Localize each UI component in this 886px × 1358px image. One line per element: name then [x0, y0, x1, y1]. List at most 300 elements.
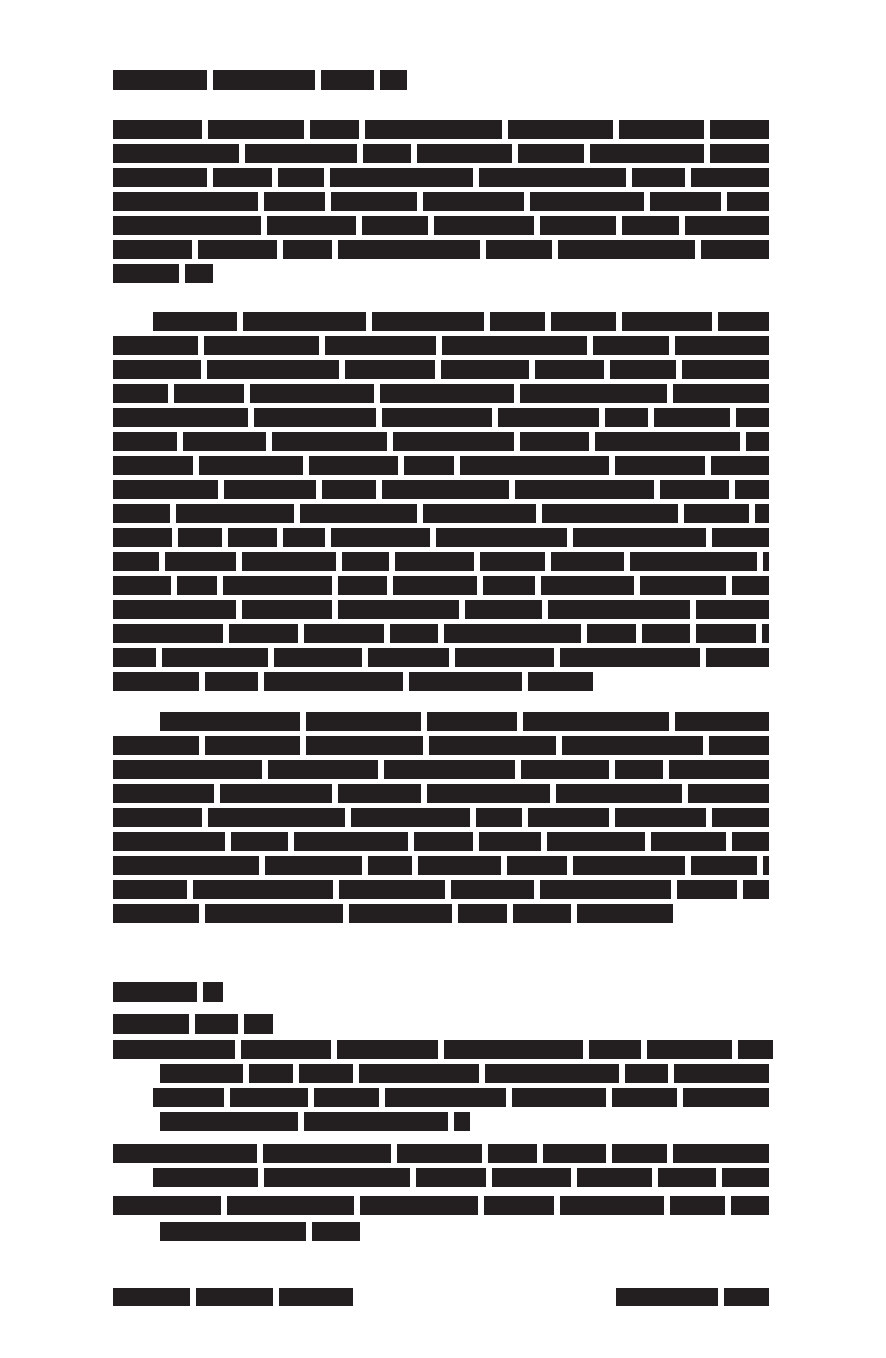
- obscured-word: [712, 528, 768, 547]
- obscured-word: [312, 1222, 360, 1241]
- obscured-word: [660, 480, 729, 499]
- obscured-word: [113, 384, 168, 403]
- obscured-word: [113, 120, 202, 139]
- obscured-word: [528, 808, 609, 827]
- obscured-word: [385, 1088, 506, 1107]
- obscured-word: [691, 168, 769, 187]
- obscured-word: [736, 408, 769, 427]
- obscured-word: [768, 312, 769, 331]
- obscured-word: [479, 832, 541, 851]
- obscured-word: [488, 1144, 537, 1163]
- obscured-word: [153, 1088, 224, 1107]
- obscured-word: [562, 736, 703, 755]
- obscured-word: [223, 576, 332, 595]
- obscured-word: [418, 856, 501, 875]
- obscured-word: [429, 736, 556, 755]
- footer-left: [113, 1288, 353, 1307]
- obscured-word: [589, 1040, 641, 1059]
- obscured-word: [113, 1288, 190, 1306]
- obscured-word: [272, 432, 387, 451]
- paragraph-2-line-4: [113, 384, 769, 403]
- obscured-word: [551, 552, 624, 571]
- obscured-word: [417, 144, 512, 163]
- obscured-word: [427, 712, 517, 731]
- obscured-word: [113, 408, 248, 427]
- obscured-word: [113, 808, 202, 827]
- obscured-word: [762, 624, 769, 643]
- obscured-word: [162, 648, 268, 667]
- obscured-word: [763, 552, 769, 571]
- paragraph-3-line-1: [160, 712, 769, 731]
- obscured-word: [300, 504, 417, 523]
- obscured-word: [458, 904, 507, 923]
- paragraph-1-line-6: [113, 240, 769, 259]
- obscured-word: [767, 144, 769, 163]
- obscured-word: [541, 576, 634, 595]
- obscured-word: [454, 1112, 470, 1131]
- obscured-word: [283, 528, 325, 547]
- obscured-word: [732, 576, 769, 595]
- obscured-word: [204, 336, 319, 355]
- obscured-word: [640, 576, 726, 595]
- obscured-word: [207, 360, 339, 379]
- paragraph-3-line-9: [113, 904, 673, 923]
- obscured-word: [508, 120, 613, 139]
- obscured-word: [718, 312, 768, 331]
- obscured-word: [213, 168, 272, 187]
- obscured-word: [331, 528, 430, 547]
- obscured-word: [696, 624, 756, 643]
- paragraph-3-line-2: [113, 736, 769, 755]
- obscured-word: [337, 1040, 438, 1059]
- paragraph-3-line-7: [113, 856, 769, 875]
- obscured-word: [696, 600, 769, 619]
- obscured-word: [372, 312, 484, 331]
- obscured-word: [455, 648, 554, 667]
- obscured-word: [193, 880, 333, 899]
- obscured-word: [199, 456, 303, 475]
- obscured-word: [669, 760, 769, 779]
- paragraph-1-line-1: [113, 120, 769, 139]
- obscured-word: [113, 360, 201, 379]
- paragraph-3-line-5: [113, 808, 769, 827]
- obscured-word: [304, 624, 384, 643]
- obscured-word: [490, 312, 545, 331]
- paragraph-2-line-5: [113, 408, 769, 427]
- obscured-word: [363, 144, 411, 163]
- obscured-word: [521, 760, 609, 779]
- paragraph-2-line-12: [113, 576, 769, 595]
- paragraph-2-line-10: [113, 528, 769, 547]
- obscured-word: [573, 528, 706, 547]
- obscured-word: [244, 1014, 273, 1034]
- obscured-word: [675, 712, 769, 731]
- obscured-word: [229, 624, 298, 643]
- obscured-word: [160, 1064, 243, 1083]
- paragraph-2-line-7: [113, 456, 769, 475]
- obscured-word: [397, 1144, 482, 1163]
- paragraph-1-line-5: [113, 216, 769, 235]
- obscured-word: [113, 624, 223, 643]
- obscured-word: [254, 408, 376, 427]
- obscured-word: [113, 192, 258, 211]
- obscured-word: [274, 648, 362, 667]
- paragraph-2-line-1: [153, 312, 769, 331]
- references-heading: [113, 982, 223, 1001]
- paragraph-2-line-15: [113, 648, 769, 667]
- obscured-word: [113, 504, 170, 523]
- obscured-word: [195, 1014, 238, 1034]
- obscured-word: [220, 784, 332, 803]
- obscured-word: [351, 808, 470, 827]
- paragraph-1-line-2: [113, 144, 769, 163]
- obscured-word: [650, 192, 721, 211]
- obscured-word: [674, 1064, 769, 1083]
- obscured-word: [153, 1168, 258, 1187]
- obscured-word: [675, 336, 763, 355]
- obscured-word: [651, 832, 726, 851]
- obscured-word: [710, 144, 767, 163]
- obscured-word: [338, 240, 480, 259]
- obscured-word: [160, 1112, 298, 1131]
- obscured-word: [113, 144, 239, 163]
- obscured-word: [512, 1088, 606, 1107]
- obscured-word: [722, 1168, 769, 1187]
- obscured-word: [423, 192, 524, 211]
- obscured-word: [530, 192, 644, 211]
- obscured-word: [325, 336, 436, 355]
- obscured-word: [701, 240, 769, 259]
- obscured-word: [382, 480, 509, 499]
- obscured-word: [380, 70, 407, 90]
- obscured-word: [395, 552, 474, 571]
- obscured-word: [548, 600, 690, 619]
- obscured-word: [632, 168, 685, 187]
- obscured-word: [113, 784, 214, 803]
- paragraph-2-line-6: [113, 432, 769, 451]
- obscured-word: [338, 600, 459, 619]
- obscured-word: [390, 624, 438, 643]
- obscured-word: [185, 264, 213, 283]
- obscured-word: [727, 192, 769, 211]
- obscured-word: [208, 120, 304, 139]
- obscured-word: [763, 856, 769, 875]
- obscured-word: [535, 360, 604, 379]
- obscured-word: [113, 648, 156, 667]
- obscured-word: [577, 904, 670, 923]
- obscured-word: [743, 880, 769, 899]
- obscured-word: [230, 1088, 308, 1107]
- obscured-word: [480, 552, 545, 571]
- obscured-word: [113, 832, 225, 851]
- obscured-word: [113, 904, 199, 923]
- obscured-word: [208, 808, 345, 827]
- obscured-word: [306, 712, 421, 731]
- obscured-word: [465, 600, 542, 619]
- obscured-word: [113, 552, 159, 571]
- obscured-word: [278, 168, 324, 187]
- obscured-word: [359, 1064, 479, 1083]
- obscured-word: [113, 736, 199, 755]
- obscured-word: [677, 880, 737, 899]
- obscured-word: [670, 1196, 725, 1215]
- obscured-word: [551, 312, 616, 331]
- obscured-word: [543, 1144, 606, 1163]
- obscured-word: [279, 1288, 353, 1306]
- obscured-word: [322, 480, 376, 499]
- obscured-word: [268, 760, 378, 779]
- obscured-word: [113, 528, 172, 547]
- obscured-word: [113, 760, 262, 779]
- obscured-word: [414, 832, 473, 851]
- obscured-word: [231, 832, 288, 851]
- obscured-word: [264, 1168, 410, 1187]
- obscured-word: [520, 384, 667, 403]
- obscured-word: [113, 480, 218, 499]
- reference-2-line-1: [113, 1144, 769, 1163]
- reference-2-line-2: [153, 1168, 769, 1187]
- paragraph-3-line-8: [113, 880, 769, 899]
- obscured-word: [763, 336, 769, 355]
- obscured-word: [610, 360, 676, 379]
- obscured-word: [299, 1064, 353, 1083]
- obscured-word: [427, 784, 550, 803]
- obscured-word: [746, 432, 769, 451]
- obscured-word: [113, 264, 179, 283]
- obscured-word: [368, 648, 449, 667]
- obscured-word: [711, 456, 769, 475]
- obscured-word: [436, 528, 567, 547]
- paragraph-3-line-6: [113, 832, 769, 851]
- obscured-word: [507, 856, 567, 875]
- obscured-word: [228, 528, 277, 547]
- obscured-word: [513, 904, 571, 923]
- obscured-word: [595, 432, 740, 451]
- obscured-word: [241, 1040, 331, 1059]
- obscured-word: [612, 1088, 677, 1107]
- obscured-word: [409, 672, 522, 691]
- obscured-word: [622, 312, 712, 331]
- running-header: [113, 70, 407, 89]
- obscured-word: [338, 576, 387, 595]
- obscured-word: [542, 504, 678, 523]
- footer-right: [616, 1288, 769, 1307]
- obscured-word: [263, 1144, 391, 1163]
- obscured-word: [691, 856, 757, 875]
- obscured-word: [484, 1196, 554, 1215]
- obscured-word: [619, 120, 704, 139]
- obscured-word: [160, 712, 300, 731]
- references-subheading: [113, 1014, 273, 1033]
- obscured-word: [382, 408, 492, 427]
- obscured-word: [515, 480, 654, 499]
- obscured-word: [442, 336, 587, 355]
- obscured-word: [673, 1144, 769, 1163]
- obscured-word: [196, 1288, 273, 1306]
- obscured-word: [306, 736, 423, 755]
- obscured-word: [615, 456, 705, 475]
- obscured-word: [113, 70, 207, 90]
- obscured-word: [294, 832, 408, 851]
- obscured-word: [113, 1144, 257, 1163]
- obscured-word: [113, 216, 261, 235]
- obscured-word: [174, 384, 244, 403]
- obscured-word: [683, 1088, 769, 1107]
- obscured-word: [670, 904, 673, 923]
- obscured-word: [205, 904, 343, 923]
- obscured-word: [738, 1040, 773, 1059]
- obscured-word: [423, 504, 536, 523]
- obscured-word: [590, 144, 704, 163]
- obscured-word: [227, 1196, 354, 1215]
- reference-3-line-1: [113, 1196, 769, 1215]
- obscured-word: [362, 216, 428, 235]
- obscured-word: [485, 1064, 619, 1083]
- obscured-word: [682, 360, 769, 379]
- obscured-word: [153, 312, 237, 331]
- obscured-word: [710, 120, 769, 139]
- obscured-word: [321, 70, 374, 90]
- paragraph-2-line-11: [113, 552, 769, 571]
- paragraph-2-line-3: [113, 360, 769, 379]
- obscured-word: [365, 120, 502, 139]
- obscured-word: [380, 384, 514, 403]
- obscured-word: [267, 216, 356, 235]
- obscured-word: [250, 384, 374, 403]
- obscured-word: [673, 384, 769, 403]
- obscured-word: [615, 760, 663, 779]
- obscured-word: [314, 1088, 379, 1107]
- reference-1-line-4: [160, 1112, 470, 1131]
- obscured-word: [203, 982, 223, 1002]
- obscured-word: [331, 192, 417, 211]
- obscured-word: [528, 672, 593, 691]
- paragraph-3-line-4: [113, 784, 769, 803]
- obscured-word: [339, 880, 445, 899]
- obscured-word: [205, 672, 258, 691]
- obscured-word: [593, 336, 669, 355]
- obscured-word: [642, 624, 690, 643]
- obscured-word: [573, 856, 685, 875]
- paragraph-1-line-7: [113, 264, 213, 283]
- reference-1-line-3: [153, 1088, 769, 1107]
- obscured-word: [160, 1222, 306, 1241]
- obscured-word: [113, 982, 197, 1002]
- obscured-word: [264, 672, 403, 691]
- obscured-word: [349, 904, 452, 923]
- obscured-word: [113, 672, 199, 691]
- obscured-word: [113, 856, 259, 875]
- obscured-word: [684, 504, 749, 523]
- obscured-word: [416, 1168, 486, 1187]
- obscured-word: [113, 432, 177, 451]
- paragraph-2-line-2: [113, 336, 769, 355]
- obscured-word: [178, 528, 222, 547]
- obscured-word: [518, 144, 584, 163]
- paragraph-1-line-3: [113, 168, 769, 187]
- obscured-word: [540, 880, 671, 899]
- obscured-word: [492, 1168, 571, 1187]
- obscured-word: [460, 456, 609, 475]
- obscured-word: [368, 856, 412, 875]
- obscured-word: [685, 216, 769, 235]
- obscured-word: [264, 192, 325, 211]
- obscured-word: [605, 408, 648, 427]
- obscured-word: [540, 216, 616, 235]
- obscured-word: [113, 456, 193, 475]
- obscured-word: [654, 408, 730, 427]
- obscured-word: [556, 784, 682, 803]
- obscured-word: [113, 336, 198, 355]
- obscured-word: [265, 856, 362, 875]
- paragraph-2-line-13: [113, 600, 769, 619]
- obscured-word: [198, 240, 277, 259]
- obscured-word: [213, 70, 315, 90]
- reference-1-line-2: [160, 1064, 769, 1083]
- obscured-word: [688, 784, 769, 803]
- obscured-word: [498, 408, 599, 427]
- obscured-word: [451, 880, 534, 899]
- obscured-word: [658, 1168, 716, 1187]
- obscured-word: [444, 624, 581, 643]
- obscured-word: [393, 576, 477, 595]
- obscured-word: [242, 600, 332, 619]
- paragraph-2-line-16: [113, 672, 593, 691]
- obscured-word: [622, 216, 679, 235]
- obscured-word: [647, 1040, 732, 1059]
- obscured-word: [113, 1040, 235, 1059]
- obscured-word: [706, 648, 769, 667]
- obscured-word: [768, 528, 769, 547]
- obscured-word: [205, 736, 300, 755]
- obscured-word: [612, 1144, 667, 1163]
- obscured-word: [731, 1196, 769, 1215]
- obscured-word: [245, 144, 357, 163]
- obscured-word: [625, 1064, 668, 1083]
- obscured-word: [520, 432, 589, 451]
- obscured-word: [709, 736, 769, 755]
- obscured-word: [587, 624, 636, 643]
- obscured-word: [441, 360, 529, 379]
- obscured-word: [176, 504, 294, 523]
- obscured-word: [479, 168, 626, 187]
- obscured-word: [547, 832, 645, 851]
- obscured-word: [755, 504, 769, 523]
- obscured-word: [309, 456, 398, 475]
- obscured-word: [249, 1064, 293, 1083]
- obscured-word: [242, 552, 336, 571]
- obscured-word: [360, 1196, 478, 1215]
- obscured-word: [486, 240, 552, 259]
- paragraph-1-line-4: [113, 192, 769, 211]
- obscured-word: [345, 360, 435, 379]
- obscured-word: [615, 808, 706, 827]
- obscured-word: [165, 552, 236, 571]
- obscured-word: [712, 808, 769, 827]
- obscured-word: [113, 880, 187, 899]
- obscured-word: [304, 1112, 448, 1131]
- obscured-word: [483, 576, 535, 595]
- obscured-word: [330, 168, 473, 187]
- obscured-word: [393, 432, 514, 451]
- obscured-word: [283, 240, 332, 259]
- obscured-word: [732, 832, 769, 851]
- paragraph-2-line-9: [113, 504, 769, 523]
- obscured-word: [224, 480, 316, 499]
- obscured-word: [577, 1168, 652, 1187]
- obscured-word: [113, 576, 171, 595]
- paragraph-3-line-3: [113, 760, 769, 779]
